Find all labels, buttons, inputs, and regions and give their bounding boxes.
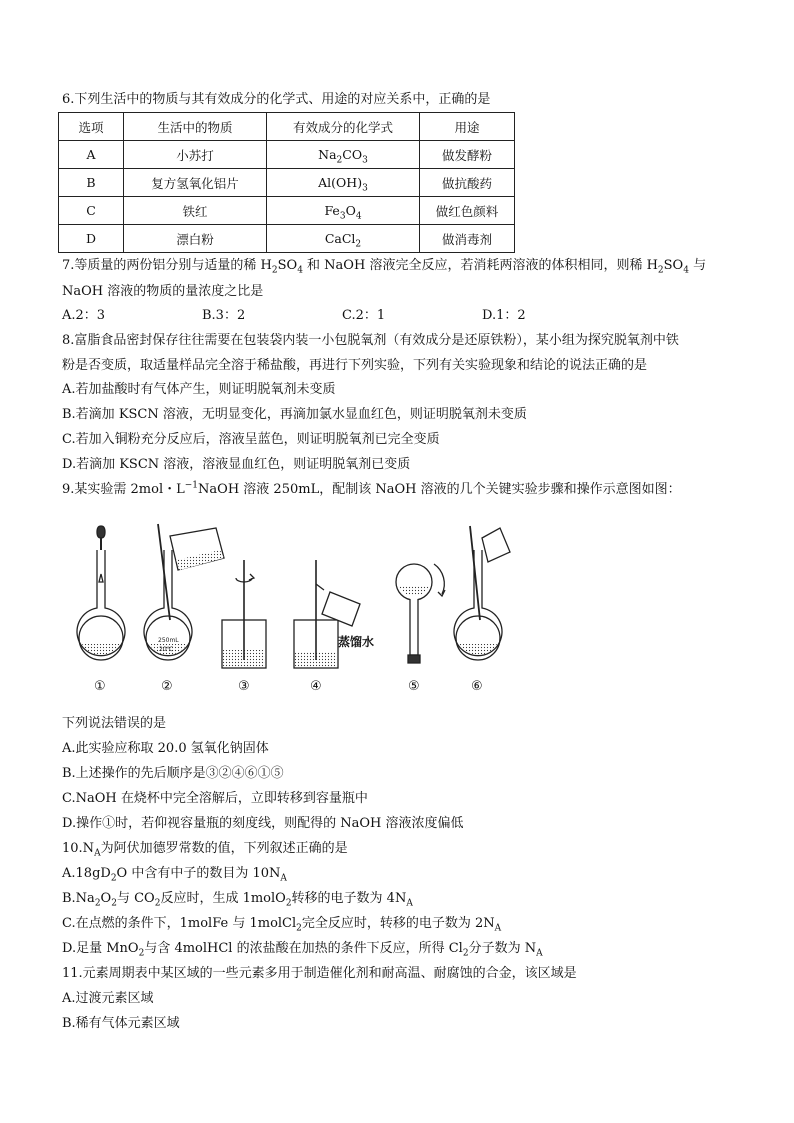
row-substance: 漂白粉	[124, 225, 267, 253]
header-use: 用途	[420, 113, 515, 141]
q6-stem: 6.下列生活中的物质与其有效成分的化学式、用途的对应关系中，正确的是	[62, 92, 491, 107]
row-use: 做发酵粉	[420, 141, 515, 169]
row-formula: $Na_2CO_3$	[267, 141, 420, 169]
step2-flask-pouring	[144, 524, 224, 660]
q7-option-b: B.3：2	[202, 308, 246, 323]
row-use: 做抗酸药	[420, 169, 515, 197]
q9-option-b: B.上述操作的先后顺序是③②④⑥①⑤	[62, 766, 284, 781]
step1-flask-dropper	[77, 526, 125, 660]
row-use: 做红色颜料	[420, 197, 515, 225]
q6-table	[58, 112, 515, 253]
q8-option-b: B.若滴加 KSCN 溶液，无明显变化，再滴加氯水显血红色，则证明脱氧剂未变质	[62, 407, 527, 422]
q7-stem-line2: NaOH 溶液的物质的量浓度之比是	[62, 284, 264, 299]
q8-option-a: A.若加盐酸时有气体产生，则证明脱氧剂未变质	[62, 382, 336, 397]
q7-option-c: C.2：1	[342, 308, 386, 323]
flask-temp-label: 20℃	[159, 646, 174, 653]
q10-stem: $10.N_A$为阿伏加德罗常数的值，下列叙述正确的是	[62, 841, 348, 859]
q9-question: 下列说法错误的是	[62, 716, 167, 731]
step-label-2: ②	[161, 679, 173, 694]
table-row	[59, 197, 515, 225]
row-option: A	[59, 141, 124, 169]
q8-option-c: C.若加入铜粉充分反应后，溶液呈蓝色，则证明脱氧剂已完全变质	[62, 432, 440, 447]
row-option: C	[59, 197, 124, 225]
table-row	[59, 169, 515, 197]
header-formula: 有效成分的化学式	[267, 113, 420, 141]
q10-option-d: D.足量 MnO$_2$与含 4molHCl 的浓盐酸在加热的条件下反应，所得 $Cl_2$分子数为 $N_A$	[62, 941, 543, 959]
row-substance: 铁红	[124, 197, 267, 225]
q7-stem-line1: 7.等质量的两份铝分别与适量的稀 $H_2SO_4$ 和 NaOH 溶液完全反应，若消耗两溶液的体积相同，则稀 $H_2SO_4$ 与	[62, 258, 707, 276]
q7-option-a: A.2：3	[62, 308, 106, 323]
step-label-5: ⑤	[408, 679, 420, 694]
q10-option-a: $A.18gD_2O$ 中含有中子的数目为 $10N_A$	[62, 866, 287, 884]
table-row	[59, 225, 515, 253]
q10-option-c: C.在点燃的条件下，1molFe 与 1molCl$_2$完全反应时，转移的电子数为 $2N_A$	[62, 916, 502, 934]
q9-figure	[72, 520, 512, 700]
q8-stem-line1: 8.富脂食品密封保存往往需要在包装袋内装一小包脱氧剂（有效成分是还原铁粉），某小组为探究脱氧剂中铁	[62, 333, 679, 348]
header-substance: 生活中的物质	[124, 113, 267, 141]
step-label-4: ④	[310, 679, 322, 694]
table-row	[59, 141, 515, 169]
q11-option-b: B.稀有气体元素区域	[62, 1016, 180, 1031]
step3-beaker-stirring	[222, 560, 266, 668]
row-formula: $Fe_3O_4$	[267, 197, 420, 225]
q9-option-d: D.操作①时，若仰视容量瓶的刻度线，则配得的 NaOH 溶液浓度偏低	[62, 816, 464, 831]
table-header-row	[59, 113, 515, 141]
flask-volume-label: 250mL	[158, 637, 179, 644]
header-option: 选项	[59, 113, 124, 141]
row-option: D	[59, 225, 124, 253]
q9-option-a: A.此实验应称取 20.0 氢氧化钠固体	[62, 741, 269, 756]
step-label-1: ①	[94, 679, 106, 694]
step-label-6: ⑥	[471, 679, 483, 694]
q8-option-d: D.若滴加 KSCN 溶液，溶液显血红色，则证明脱氧剂已变质	[62, 457, 411, 472]
q11-option-a: A.过渡元素区域	[62, 991, 154, 1006]
step-label-3: ③	[238, 679, 250, 694]
distilled-water-label: 蒸馏水	[338, 635, 375, 649]
row-option: B	[59, 169, 124, 197]
row-use: 做消毒剂	[420, 225, 515, 253]
row-formula: CaCl$_2$	[267, 225, 420, 253]
q7-options	[62, 307, 622, 325]
q11-stem: 11.元素周期表中某区域的一些元素多用于制造催化剂和耐高温、耐腐蚀的合金，该区域是	[62, 966, 577, 981]
q9-option-c: C.NaOH 在烧杯中完全溶解后，立即转移到容量瓶中	[62, 791, 368, 806]
step4-beaker-water	[294, 560, 374, 668]
q10-option-b: $B.Na_2O_2$与 $CO_2$反应时，生成 1molO$_2$转移的电子数为 $4N_A$	[62, 891, 413, 909]
row-substance: 复方氢氧化铝片	[124, 169, 267, 197]
step6-flask-pouring	[454, 526, 510, 660]
q9-stem: 9.某实验需 2mol・$L^{-1}NaOH$ 溶液 250mL，配制该 NaOH 溶液的几个关键实验步骤和操作示意图如图：	[62, 480, 681, 497]
q8-stem-line2: 粉是否变质，取适量样品完全溶于稀盐酸，再进行下列实验，下列有关实验现象和结论的说法正确的是	[62, 358, 648, 373]
q7-option-d: D.1：2	[482, 308, 526, 323]
row-substance: 小苏打	[124, 141, 267, 169]
row-formula: $Al(OH)_3$	[267, 169, 420, 197]
step5-flask-inverted	[396, 564, 445, 663]
